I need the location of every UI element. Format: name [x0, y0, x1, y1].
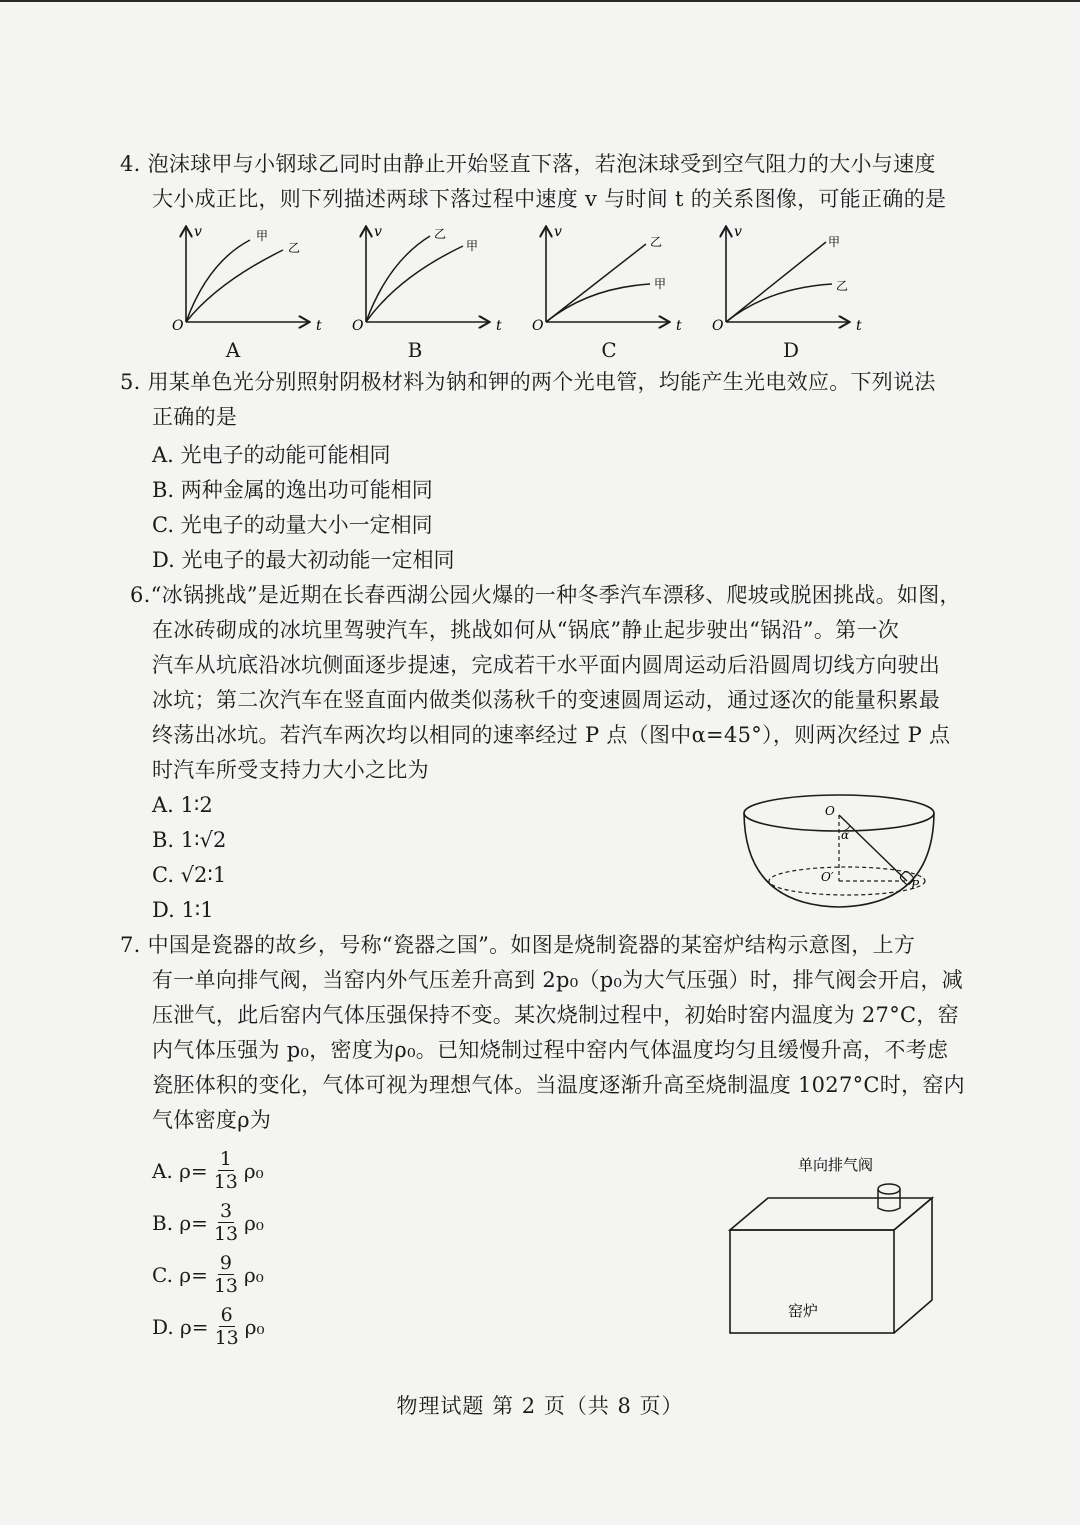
curve-label-1: 甲	[828, 235, 841, 249]
origin-label: O	[352, 318, 364, 334]
q6-option-a: A. 1∶2	[152, 793, 213, 817]
v-label: v	[734, 224, 742, 240]
unit: ρ₀	[244, 1314, 265, 1339]
ice-pot-figure	[735, 785, 945, 915]
q6-line-5: 终荡出冰坑。若汽车两次均以相同的速率经过 P 点（图中α=45°），则两次经过 P 点	[152, 723, 951, 747]
q6-line-4: 冰坑；第二次汽车在竖直面内做类似荡秋千的变速圆周运动，通过逐次的能量积累最	[152, 688, 941, 712]
q4-graph-c-label: C	[601, 338, 617, 362]
q6-line-6: 时汽车所受支持力大小之比为	[152, 758, 429, 782]
v-label: v	[374, 224, 382, 240]
q6-option-d: D. 1∶1	[152, 898, 214, 922]
q6-line-3: 汽车从坑底沿冰坑侧面逐步提速，完成若干水平面内圆周运动后沿圆周切线方向驶出	[152, 653, 941, 677]
unit: ρ₀	[244, 1210, 264, 1235]
curve-jia	[726, 242, 826, 322]
numerator: 6	[220, 1304, 233, 1326]
curve-jia	[366, 246, 463, 322]
slant-radius	[839, 815, 907, 881]
v-label: v	[194, 224, 202, 240]
q6-option-c: C. √2∶1	[152, 863, 227, 887]
q4-graph-d-label: D	[782, 338, 800, 362]
valve-top	[878, 1184, 900, 1194]
curve-label-2: 乙	[836, 279, 849, 293]
label-alpha: α	[841, 828, 850, 842]
denominator: 13	[214, 1327, 239, 1349]
curve-label-1: 乙	[434, 227, 447, 241]
v-label: v	[554, 224, 562, 240]
q4-graph-a-svg	[168, 222, 338, 337]
origin-label: O	[532, 318, 544, 334]
q4-graph-d-svg	[708, 222, 878, 337]
curve-yi	[186, 250, 283, 322]
t-label: t	[496, 318, 502, 334]
q7-line-4: 内气体压强为 p₀，密度为ρ₀。已知烧制过程中窑内气体温度均匀且缓慢升高，不考虑	[152, 1038, 949, 1062]
unit: ρ₀	[244, 1262, 264, 1287]
curve-label-2: 乙	[288, 241, 301, 255]
label-o-prime: O′	[821, 870, 834, 884]
curve-label-2: 甲	[654, 277, 667, 291]
q7-line-5: 瓷胚体积的变化，气体可视为理想气体。当温度逐渐升高至烧制温度 1027°C时，窑内	[152, 1073, 965, 1097]
numerator: 9	[219, 1252, 232, 1274]
kiln-figure	[720, 1150, 950, 1340]
t-label: t	[676, 318, 682, 334]
q5-option-c: C. 光电子的动量大小一定相同	[152, 513, 433, 537]
q7-line-2: 有一单向排气阀，当窑内外气压差升高到 2p₀（p₀为大气压强）时，排气阀会开启，减	[152, 968, 964, 992]
q7-line-6: 气体密度ρ为	[152, 1108, 272, 1132]
q7-line-3: 压泄气，此后窑内气体压强保持不变。某次烧制过程中，初始时窑内温度为 27°C，窑	[152, 1003, 959, 1027]
kiln-top	[730, 1198, 932, 1230]
q4-graph-b-label: B	[407, 338, 423, 362]
curve-jia	[186, 240, 250, 322]
t-label: t	[316, 318, 322, 334]
valve-label: 单向排气阀	[798, 1156, 874, 1174]
q7-line-1: 7. 中国是瓷器的故乡，号称“瓷器之国”。如图是烧制瓷器的某窑炉结构示意图，上方	[120, 933, 916, 957]
curve-label-1: 甲	[256, 229, 269, 243]
label-o: O	[825, 804, 835, 818]
label-p: P	[911, 878, 920, 892]
q4-graph-c-svg	[528, 222, 698, 337]
option-label: D. ρ=	[152, 1314, 209, 1339]
numerator: 3	[219, 1200, 233, 1222]
q6-option-b: B. 1∶√2	[152, 828, 227, 852]
curve-label-1: 乙	[650, 235, 663, 249]
option-label: C. ρ=	[152, 1262, 208, 1287]
q5-line-2: 正确的是	[152, 405, 238, 429]
unit: ρ₀	[243, 1158, 264, 1183]
q4-graph-b-svg	[348, 222, 518, 337]
q7-option-d	[152, 1304, 265, 1349]
origin-label: O	[712, 318, 724, 334]
curve-label-2: 甲	[466, 239, 479, 253]
q6-line-1: 6.“冰锅挑战”是近期在长春西湖公园火爆的一种冬季汽车漂移、爬坡或脱困挑战。如图，	[130, 583, 961, 607]
q5-option-d: D. 光电子的最大初动能一定相同	[152, 548, 455, 572]
q6-line-2: 在冰砖砌成的冰坑里驾驶汽车，挑战如何从“锅底”静止起步驶出“锅沿”。第一次	[152, 618, 900, 642]
q4-line-2: 大小成正比，则下列描述两球下落过程中速度 v 与时间 t 的关系图像，可能正确的是	[152, 187, 947, 211]
q4-graph-a-label: A	[225, 338, 241, 362]
curve-yi	[726, 284, 832, 322]
option-label: A. ρ=	[152, 1158, 208, 1183]
q7-option-a	[152, 1148, 264, 1193]
numerator: 1	[219, 1148, 232, 1170]
kiln-label: 窑炉	[788, 1302, 819, 1320]
q5-option-a: A. 光电子的动能可能相同	[152, 443, 391, 467]
option-label: B. ρ=	[152, 1210, 208, 1235]
kiln-side	[894, 1198, 932, 1333]
q4-line-1: 4. 泡沫球甲与小钢球乙同时由静止开始竖直下落，若泡沫球受到空气阻力的大小与速度	[120, 152, 936, 176]
t-label: t	[856, 318, 862, 334]
denominator: 13	[213, 1223, 239, 1245]
denominator: 13	[213, 1171, 238, 1193]
top-border	[0, 0, 1080, 2]
denominator: 13	[213, 1275, 239, 1297]
q7-option-c	[152, 1252, 264, 1297]
curve-jia	[546, 284, 650, 322]
origin-label: O	[172, 318, 184, 334]
curve-yi	[546, 244, 646, 322]
q5-option-b: B. 两种金属的逸出功可能相同	[152, 478, 433, 502]
q5-line-1: 5. 用某单色光分别照射阴极材料为钠和钾的两个光电管，均能产生光电效应。下列说法	[120, 370, 936, 394]
q7-option-b	[152, 1200, 264, 1245]
page-footer: 物理试题 第 2 页（共 8 页）	[396, 1394, 684, 1418]
